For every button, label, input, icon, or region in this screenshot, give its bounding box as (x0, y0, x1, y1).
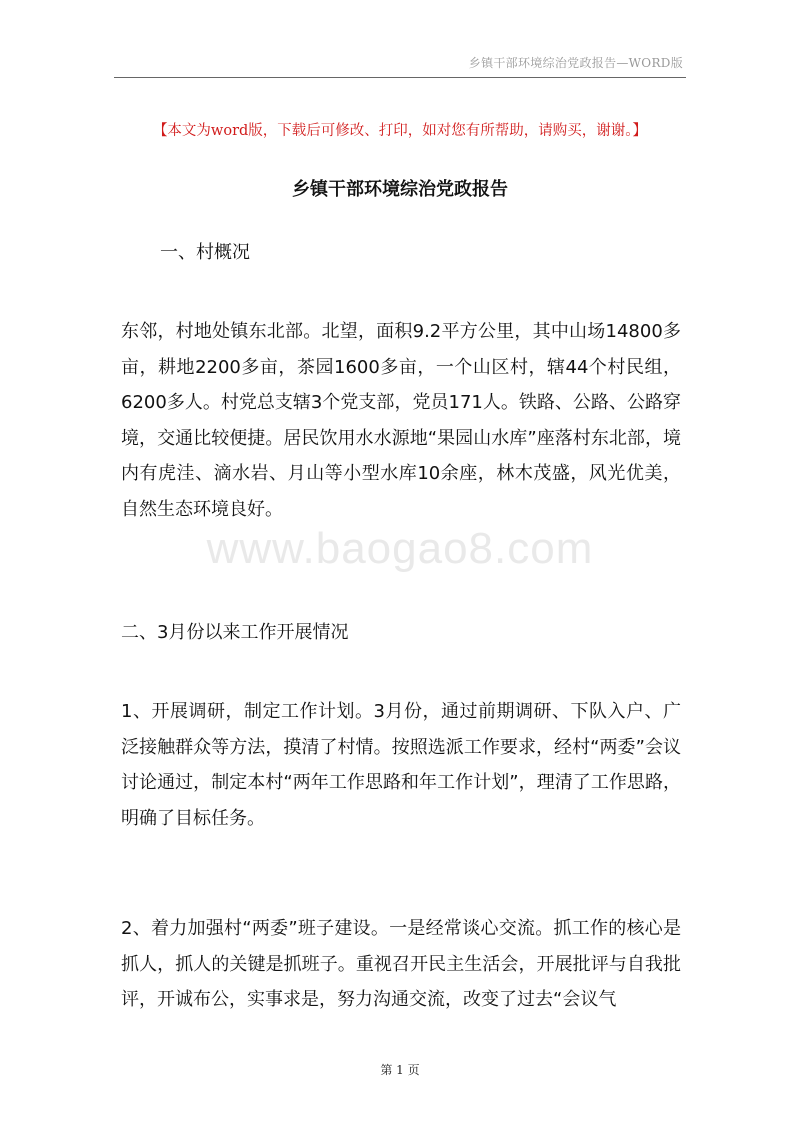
download-notice: 【本文为word版，下载后可修改、打印，如对您有所帮助，请购买，谢谢。】 (152, 123, 648, 139)
header-divider (114, 77, 686, 78)
paragraph-village-overview: 东邻，村地处镇东北部。北望，面积9.2平方公里，其中山场14800多亩，耕地2200多亩，茶园1600多亩，一个山区村，辖44个村民组，6200多人。村党总支辖3个党支部，党员171人。铁路、公路、公路穿境，交通比较便捷。居民饮用水水源地“果园山水库”座落村东北部，境内有虎洼、滴水岩、月山等小型水库10余座，林木茂盛，风光优美，自然生态环境良好。 (121, 321, 681, 520)
section-heading-work-progress: 二、3月份以来工作开展情况 (121, 622, 349, 643)
page-number: 第 1 页 (380, 1063, 420, 1077)
section-heading-village-overview: 一、村概况 (160, 242, 250, 263)
paragraph-work-item-2: 2、着力加强村“两委”班子建设。一是经常谈心交流。抓工作的核心是抓人，抓人的关键是抓班子。重视召开民主生活会，开展批评与自我批评，开诚布公，实事求是，努力沟通交流，改变了过去“会议气 (121, 918, 681, 1011)
document-title: 乡镇干部环境综治党政报告 (292, 179, 508, 200)
paragraph-work-item-1: 1、开展调研，制定工作计划。3月份，通过前期调研、下队入户、广泛接触群众等方法，摸清了村情。按照选派工作要求，经村“两委”会议讨论通过，制定本村“两年工作思路和年工作计划”，理清了工作思路，明确了目标任务。 (121, 701, 681, 829)
running-header: 乡镇干部环境综治党政报告—WORD版 (468, 56, 683, 70)
watermark: www.baogao8.com (206, 524, 594, 573)
